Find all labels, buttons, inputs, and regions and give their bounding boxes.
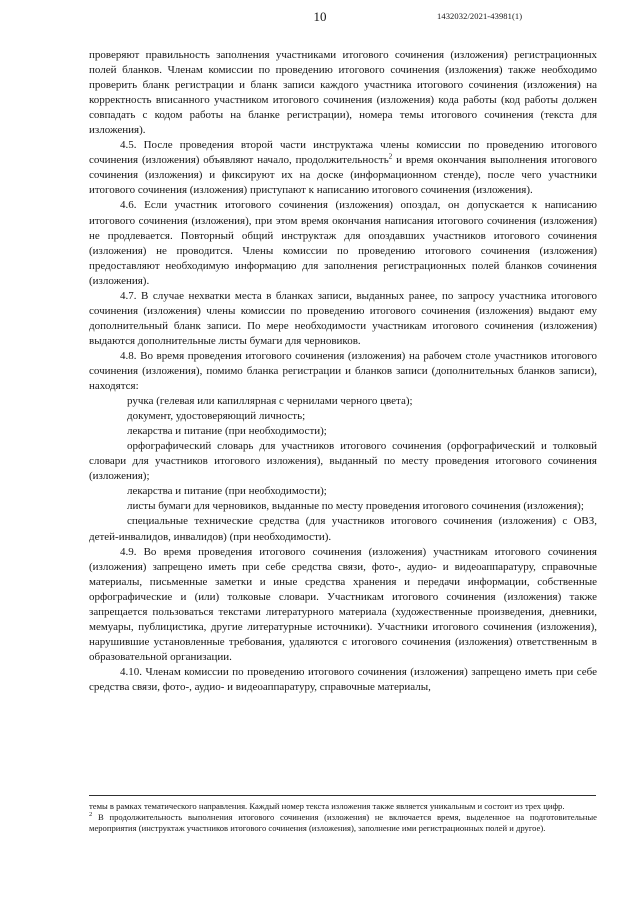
footnote-divider <box>89 795 596 796</box>
footnote-2 <box>89 812 597 834</box>
footnote-ref-2: 2 <box>388 152 393 161</box>
paragraph-4-5-text-b: и время окончания выполнения итогового сочинения (изложения) и фиксируют их на доске (информационном стенде), после чего участники итогового сочинения (изложения) приступают к написанию итогового сочинения (изложения). <box>89 154 598 197</box>
footnote-continuation: темы в рамках тематического направления. Каждый номер текста изложения также является уникальным и состоит из трех цифр. <box>89 801 565 811</box>
paragraph-4-8: 4.8. Во время проведения итогового сочинения (изложения) на рабочем столе участников итогового сочинения (изложения), помимо бланка регистрации и бланков записи (дополнительных бланков записи), находятся: <box>89 349 597 393</box>
list-item-id-document: документ, удостоверяющий личность; <box>127 410 306 423</box>
list-item-draft-paper: листы бумаги для черновиков, выданные по месту проведения итогового сочинения (изложения); <box>127 500 584 513</box>
footnotes <box>89 801 597 835</box>
paragraph-4-9: 4.9. Во время проведения итогового сочинения (изложения) участникам итогового сочинения (изложения) запрещено иметь при себе средства связи, фото-, аудио- и видеоаппаратуру, справочные материалы, письменные заметки и иные средства хранения и передачи информации, собственные орфографические и (или) толковые словари. Участникам итогового сочинения (изложения) также запрещается пользоваться текстами литературного материала (художественные произведения, дневники, мемуары, публицистика, другие литературные источники). Участники итогового сочинения (изложения), нарушившие установленные требования, удаляются с итогового сочинения (изложения) ответственным в образовательной организации. <box>89 545 597 663</box>
list-item-special-tools: специальные технические средства (для участников итогового сочинения (изложения) с ОВЗ, детей-инвалидов, инвалидов) (при необходимости). <box>89 515 597 543</box>
paragraph-4-7: 4.7. В случае нехватки места в бланках записи, выданных ранее, по запросу участника итогового сочинения (изложения) члены комиссии по проведению итогового сочинения (изложения) выдают ему дополнительный бланк записи. По мере необходимости участникам итогового сочинения (изложения) выдаются дополнительные листы бумаги для черновиков. <box>89 289 597 347</box>
list-item-medicine-2: лекарства и питание (при необходимости); <box>127 485 327 498</box>
paragraph-4-6: 4.6. Если участник итогового сочинения (изложения) опоздал, он допускается к написанию итогового сочинения (изложения), при этом время окончания написания итогового сочинения (изложения) не продлевается. Повторный общий инструктаж для опоздавших участников итогового сочинения (изложения) не проводится. Члены комиссии по проведению итогового сочинения (изложения) предоставляют необходимую информацию для заполнения регистрационных полей бланков сочинения (изложения). <box>89 199 597 287</box>
list-item-dictionary: орфографический словарь для участников итогового сочинения (орфографический и толковый словари для участников итогового изложения), выданный по месту проведения итогового сочинения (изложения); <box>89 440 597 483</box>
document-id: 1432032/2021-43981(1) <box>437 11 523 21</box>
list-item-medicine: лекарства и питание (при необходимости); <box>127 425 327 438</box>
page-number: 10 <box>313 9 327 24</box>
paragraph-continuation: проверяют правильность заполнения участниками итогового сочинения (изложения) регистрационных полей бланков. Членам комиссии по проведению итогового сочинения (изложения) также необходимо проверить бланк регистрации и бланк записи каждого участника итогового сочинения (изложения) на корректность вписанного участником итогового сочинения (изложения) кода работы (код работы должен совпадать с кодом работы на бланке регистрации), номера темы итогового сочинения (текста для изложения). <box>89 49 597 137</box>
footnote-2-mark: 2 <box>89 811 93 819</box>
document-body <box>89 48 597 695</box>
paragraph-4-10: 4.10. Членам комиссии по проведению итогового сочинения (изложения) запрещено иметь при себе средства связи, фото-, аудио- и видеоаппаратуру, справочные материалы, <box>89 665 597 693</box>
paragraph-4-5-text-a: 4.5. После проведения второй части инструктажа члены комиссии по проведению итогового сочинения (изложения) объявляют начало, продолжительность <box>89 139 597 167</box>
paragraph-4-5 <box>89 138 597 198</box>
list-item-pen: ручка (гелевая или капиллярная с чернилами черного цвета); <box>127 395 413 408</box>
footnote-2-text: В продолжительность выполнения итогового сочинения (изложения) не включается время, выделенное на подготовительные мероприятия (инструктаж участников итогового сочинения (изложения), заполнение ими регистрационных полей и другое). <box>89 812 597 834</box>
